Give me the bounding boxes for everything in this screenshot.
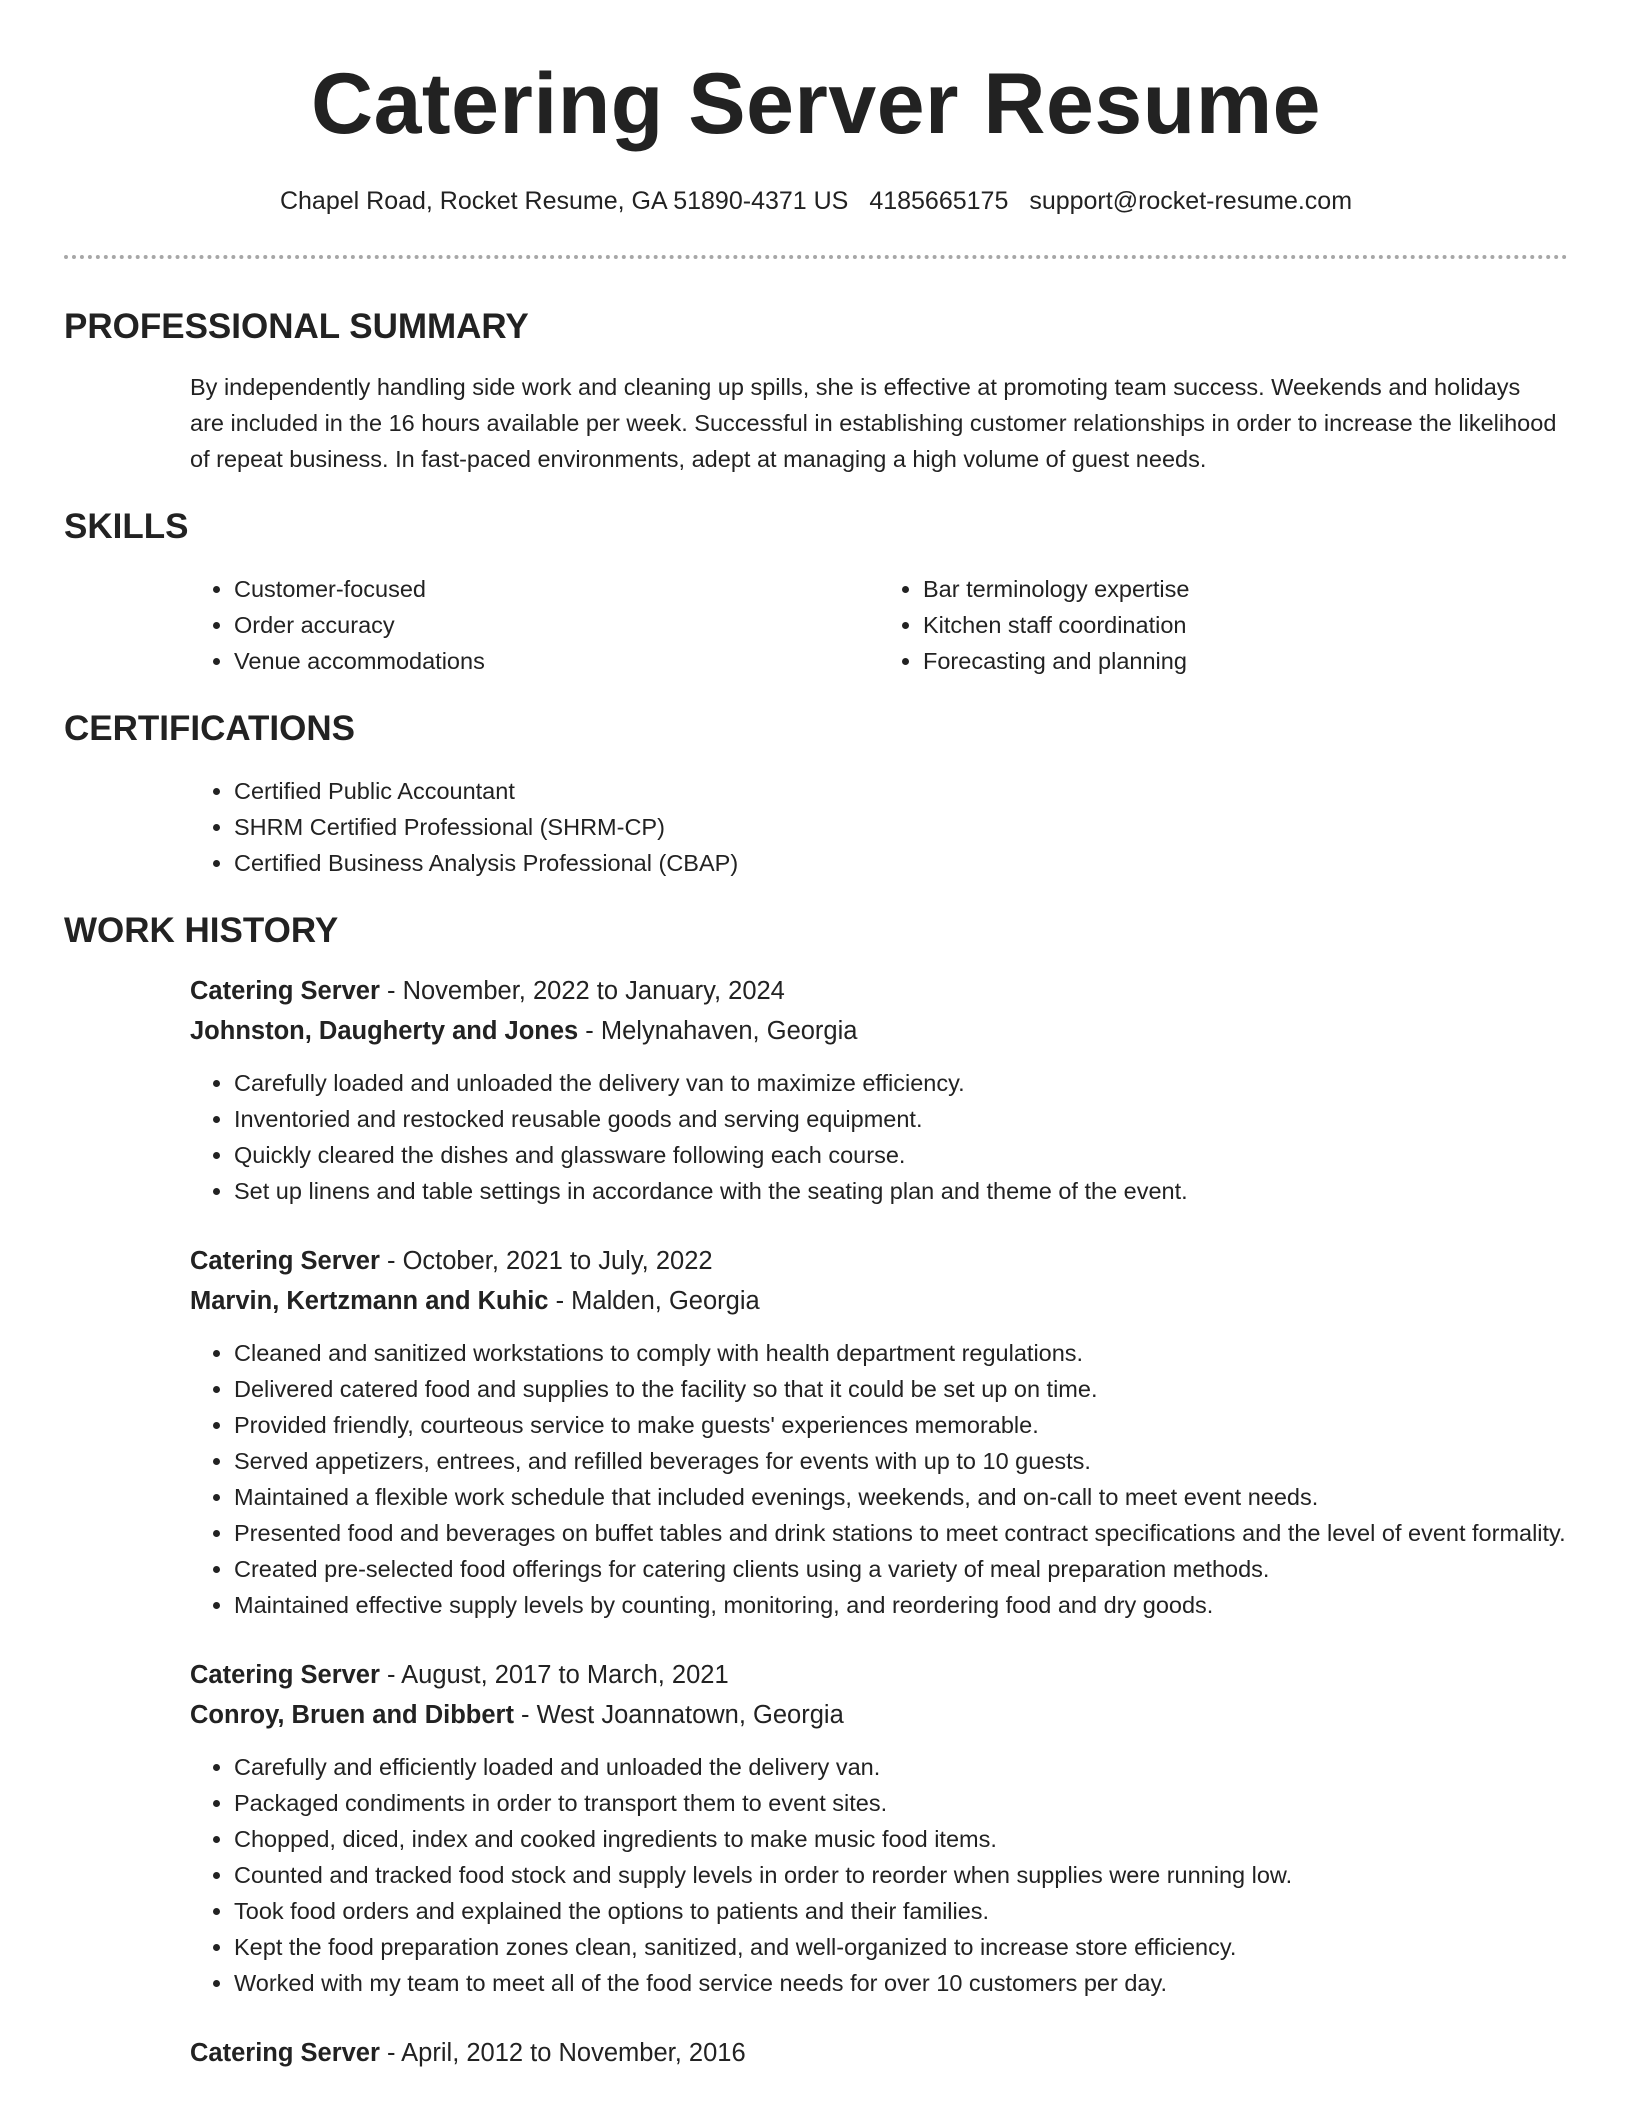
job-title: Catering Server <box>190 2039 380 2067</box>
skill-item: • Kitchen staff coordination <box>923 607 1568 643</box>
job-entry <box>190 2033 1568 2073</box>
summary-heading: PROFESSIONAL SUMMARY <box>64 307 529 346</box>
job-bullet: • Carefully and efficiently loaded and unloaded the delivery van. <box>234 1749 1568 1785</box>
contact-email: support@rocket-resume.com <box>1029 187 1353 215</box>
header-divider <box>64 255 1568 259</box>
contact-address: Chapel Road, Rocket Resume, GA 51890-4371 US <box>279 187 849 215</box>
job-dates: - October, 2021 to July, 2022 <box>379 1247 713 1275</box>
job-bullets <box>190 1335 1568 1623</box>
job-bullet: • Chopped, diced, index and cooked ingredients to make music food items. <box>234 1821 1568 1857</box>
job-bullets <box>190 1749 1568 2001</box>
resume-page <box>64 0 1568 2073</box>
contact-line <box>64 186 1568 216</box>
job-bullet: • Worked with my team to meet all of the food service needs for over 10 customers per day. <box>234 1965 1568 2001</box>
job-title: Catering Server <box>190 1661 380 1689</box>
job-bullet: • Inventoried and restocked reusable goods and serving equipment. <box>234 1101 1568 1137</box>
job-entry <box>190 1241 1568 1623</box>
job-bullet: • Delivered catered food and supplies to the facility so that it could be set up on time. <box>234 1371 1568 1407</box>
job-bullet: • Maintained effective supply levels by counting, monitoring, and reordering food and dry goods. <box>234 1587 1568 1623</box>
job-title-line <box>190 1655 1568 1695</box>
job-location: - West Joannatown, Georgia <box>513 1701 844 1729</box>
skill-item: • Bar terminology expertise <box>923 571 1568 607</box>
job-location: - Melynahaven, Georgia <box>578 1017 858 1045</box>
job-title-line <box>190 1241 1568 1281</box>
job-bullet: • Set up linens and table settings in accordance with the seating plan and theme of the event. <box>234 1173 1568 1209</box>
job-bullet: • Counted and tracked food stock and supply levels in order to reorder when supplies were running low. <box>234 1857 1568 1893</box>
work-history-heading: WORK HISTORY <box>64 911 339 950</box>
skill-item: • Customer-focused <box>234 571 879 607</box>
job-entry <box>190 1655 1568 2001</box>
summary-text: By independently handling side work and cleaning up spills, she is effective at promoting team success. Weekends and holidays are included in the 16 hours available per week. Successful in establishing customer relationships in order to increase the likelihood of repeat business. In fast-paced environments, adept at managing a high volume of guest needs. <box>190 374 1557 472</box>
job-title-line <box>190 971 1568 1011</box>
certification-item: • Certified Public Accountant <box>234 773 1568 809</box>
job-bullet: • Kept the food preparation zones clean, sanitized, and well-organized to increase store efficiency. <box>234 1929 1568 1965</box>
certifications-heading: CERTIFICATIONS <box>64 709 356 748</box>
certification-item: • Certified Business Analysis Professional (CBAP) <box>234 845 1568 881</box>
resume-title: Catering Server Resume <box>311 56 1321 152</box>
skill-item: • Forecasting and planning <box>923 643 1568 679</box>
job-company: Conroy, Bruen and Dibbert <box>190 1701 514 1729</box>
certifications-block <box>190 773 1568 881</box>
job-title: Catering Server <box>190 977 380 1005</box>
job-bullet: • Carefully loaded and unloaded the delivery van to maximize efficiency. <box>234 1065 1568 1101</box>
skills-columns <box>190 571 1568 679</box>
job-dates: - August, 2017 to March, 2021 <box>379 1661 729 1689</box>
job-bullet: • Served appetizers, entrees, and refilled beverages for events with up to 10 guests. <box>234 1443 1568 1479</box>
job-bullet: • Quickly cleared the dishes and glassware following each course. <box>234 1137 1568 1173</box>
job-bullet: • Packaged condiments in order to transport them to event sites. <box>234 1785 1568 1821</box>
certification-item: • SHRM Certified Professional (SHRM-CP) <box>234 809 1568 845</box>
job-bullet: • Created pre-selected food offerings for catering clients using a variety of meal preparation methods. <box>234 1551 1568 1587</box>
job-bullets <box>190 1065 1568 1209</box>
job-bullet: • Cleaned and sanitized workstations to comply with health department regulations. <box>234 1335 1568 1371</box>
job-dates: - April, 2012 to November, 2016 <box>379 2039 746 2067</box>
job-title-line <box>190 2033 1568 2073</box>
job-dates: - November, 2022 to January, 2024 <box>379 977 785 1005</box>
job-company-line <box>190 1695 1568 1735</box>
skills-list-left <box>190 571 879 679</box>
certifications-list <box>190 773 1568 881</box>
job-bullet: • Presented food and beverages on buffet tables and drink stations to meet contract specifications and the level of event formality. <box>234 1515 1568 1551</box>
job-title: Catering Server <box>190 1247 380 1275</box>
job-bullet: • Maintained a flexible work schedule that included evenings, weekends, and on-call to meet event needs. <box>234 1479 1568 1515</box>
skill-item: • Order accuracy <box>234 607 879 643</box>
job-company-line <box>190 1011 1568 1051</box>
contact-phone: 4185665175 <box>869 187 1009 215</box>
skill-item: • Venue accommodations <box>234 643 879 679</box>
job-company: Marvin, Kertzmann and Kuhic <box>190 1287 549 1315</box>
job-location: - Malden, Georgia <box>548 1287 760 1315</box>
skills-heading: SKILLS <box>64 507 189 546</box>
job-entry <box>190 971 1568 1209</box>
job-bullet: • Provided friendly, courteous service to make guests' experiences memorable. <box>234 1407 1568 1443</box>
job-company-line <box>190 1281 1568 1321</box>
skills-list-right <box>879 571 1568 679</box>
job-bullet: • Took food orders and explained the options to patients and their families. <box>234 1893 1568 1929</box>
job-company: Johnston, Daugherty and Jones <box>190 1017 579 1045</box>
